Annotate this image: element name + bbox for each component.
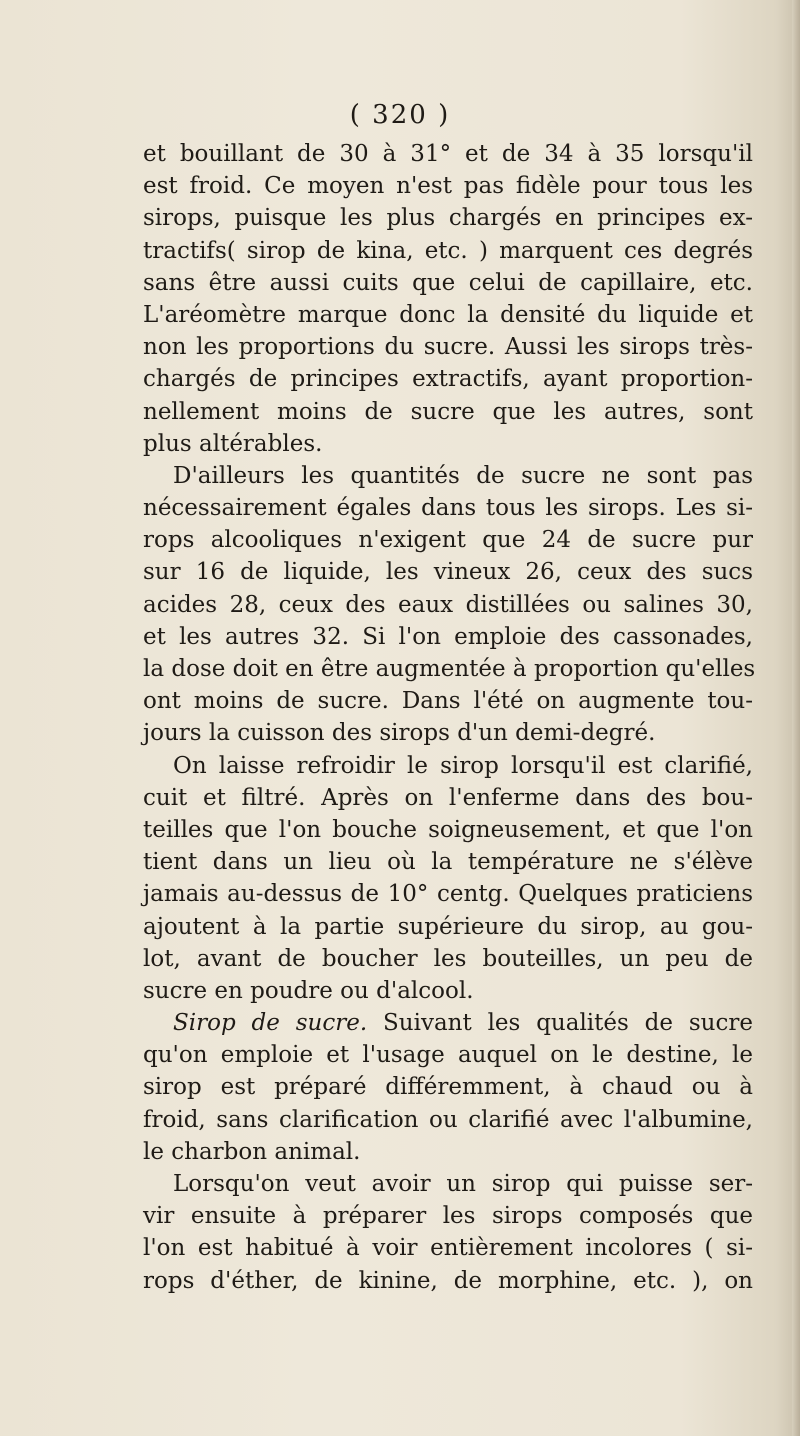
text-line [143, 814, 753, 846]
line-text: et bouillant de 30 à 31° et de 34 à 35 lorsqu'il [143, 141, 753, 167]
text-line [143, 202, 753, 234]
text-line [143, 1265, 753, 1297]
line-text: sans être aussi cuits que celui de capillaire, etc. [143, 269, 753, 296]
text-line [143, 1007, 753, 1039]
line-text: non les proportions du sucre. Aussi les sirops très- [143, 334, 753, 361]
text-line [143, 363, 753, 395]
text-line [143, 1232, 753, 1264]
line-text: jours la cuisson des sirops d'un demi-degré. [143, 720, 656, 747]
text-line [143, 750, 753, 782]
line-text: sirop est préparé différemment, à chaud ou à [143, 1074, 753, 1101]
line-text: et les autres 32. Si l'on emploie des cassonades, [143, 623, 753, 650]
line-text: D'ailleurs les quantités de sucre ne sont pas [173, 462, 753, 489]
text-line [143, 556, 753, 588]
line-text: ont moins de sucre. Dans l'été on augmente tou- [143, 688, 753, 715]
text-line [143, 846, 753, 878]
line-text: Suivant les qualités de sucre [367, 1010, 753, 1037]
text-line [143, 717, 753, 749]
text-line [143, 1136, 753, 1168]
line-text: sirops, puisque les plus chargés en principes ex- [143, 205, 753, 232]
page-gutter [792, 0, 800, 1436]
line-text: cuit et filtré. Après on l'enferme dans des bou- [143, 784, 753, 811]
line-text: nellement moins de sucre que les autres, sont [143, 398, 753, 425]
line-text: nécessairement égales dans tous les sirops. Les si- [143, 495, 753, 522]
line-text: vir ensuite à préparer les sirops composés que [143, 1203, 753, 1230]
line-text: qu'on emploie et l'usage auquel on le destine, le [143, 1042, 753, 1069]
text-line [143, 235, 753, 267]
line-text: sucre en poudre ou d'alcool. [143, 977, 474, 1004]
text-line [143, 299, 753, 331]
line-text: ajoutent à la partie supérieure du sirop, au gou- [143, 913, 753, 940]
text-line [143, 589, 753, 621]
line-text: rops alcooliques n'exigent que 24 de sucre pur [143, 527, 753, 554]
text-line [143, 782, 753, 814]
text-line [143, 331, 753, 363]
italic-heading: Sirop de sucre. [173, 1010, 368, 1037]
line-text: jamais au-dessus de 10° centg. Quelques praticiens [143, 881, 753, 908]
text-line [143, 267, 753, 299]
line-text: tient dans un lieu où la température ne s'élève [143, 849, 753, 876]
text-line [143, 943, 753, 975]
text-line [143, 170, 753, 202]
line-text: est froid. Ce moyen n'est pas fidèle pour tous les [143, 173, 753, 200]
line-text: On laisse refroidir le sirop lorsqu'il est clarifié, [173, 752, 753, 779]
line-text: Lorsqu'on veut avoir un sirop qui puisse ser- [173, 1171, 753, 1197]
line-text: rops d'éther, de kinine, de morphine, etc. ), on [143, 1267, 753, 1294]
text-line [143, 621, 753, 653]
line-text: l'on est habitué à voir entièrement incolores ( si- [143, 1235, 753, 1262]
line-text: lot, avant de boucher les bouteilles, un peu de [143, 945, 753, 972]
text-line [143, 1071, 753, 1103]
line-text: teilles que l'on bouche soigneusement, et que l'on [143, 816, 753, 843]
text-line [143, 975, 753, 1007]
line-text: plus altérables. [143, 430, 323, 457]
body-text [143, 138, 756, 1297]
text-line [143, 428, 753, 460]
line-text: sur 16 de liquide, les vineux 26, ceux des sucs [143, 559, 753, 586]
text-line [143, 138, 753, 170]
text-line [143, 1168, 753, 1200]
line-text: L'aréomètre marque donc la densité du liquide et [143, 301, 753, 328]
line-text: chargés de principes extractifs, ayant proportion- [143, 366, 753, 393]
text-line [143, 1200, 753, 1232]
text-line [143, 396, 753, 428]
line-text: froid, sans clarification ou clarifié avec l'albumine, [143, 1106, 753, 1133]
text-line [143, 685, 753, 717]
line-text: acides 28, ceux des eaux distillées ou salines 30, [143, 591, 753, 618]
text-line [143, 460, 753, 492]
text-line [143, 492, 753, 524]
text-line [143, 524, 753, 556]
text-line [143, 1104, 753, 1136]
line-text: la dose doit en être augmentée à proportion qu'elles [143, 656, 756, 682]
line-text: le charbon animal. [143, 1138, 361, 1165]
text-line [143, 911, 753, 943]
page-number: ( 320 ) [349, 100, 451, 130]
line-text: tractifs( sirop de kina, etc. ) marquent ces degrés [143, 237, 753, 264]
text-line [143, 1039, 753, 1071]
text-line [143, 878, 753, 910]
text-line [143, 653, 756, 685]
